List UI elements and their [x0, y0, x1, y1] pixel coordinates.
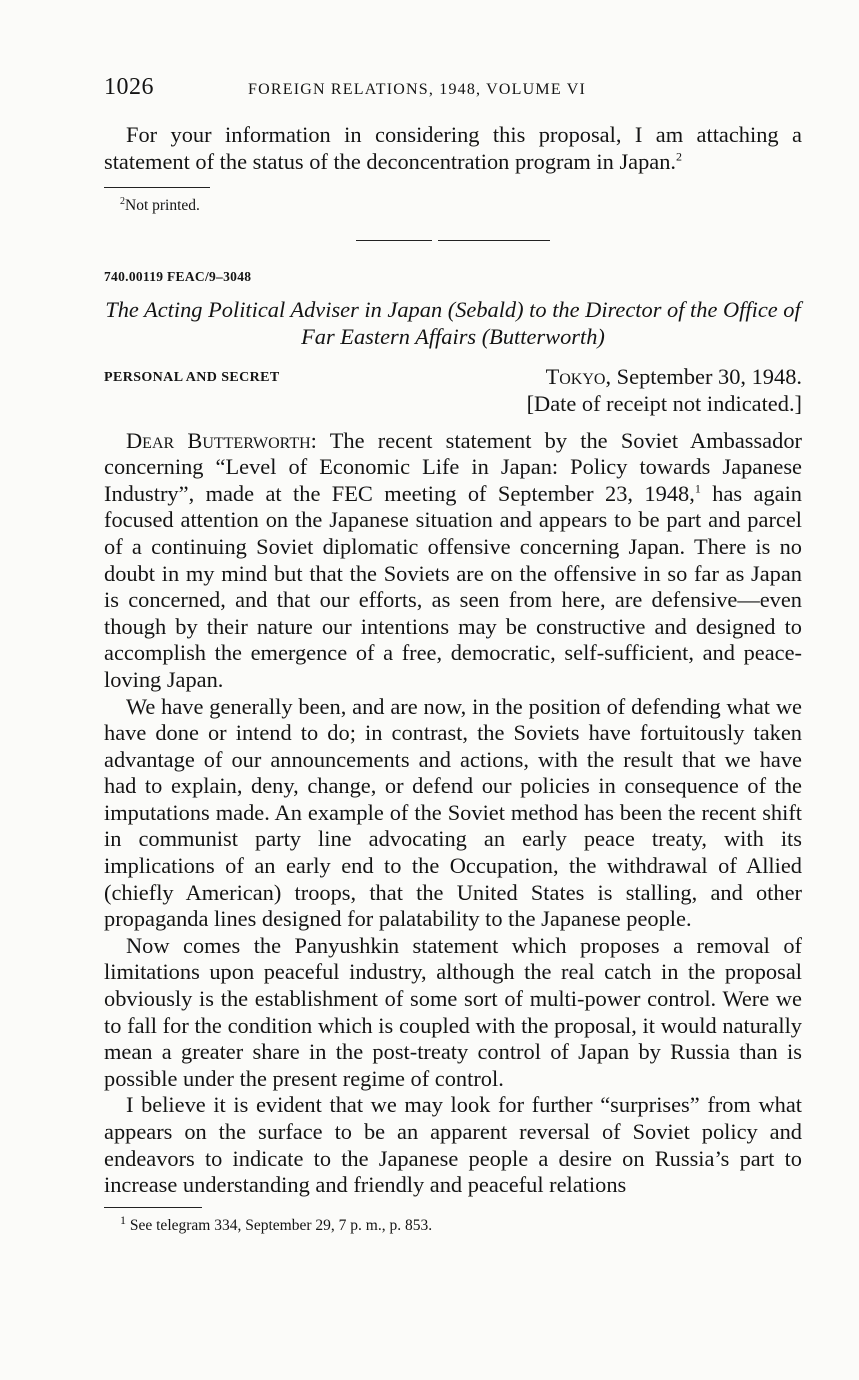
paragraph-3: Now comes the Panyushkin statement which proposes a removal of limitations upon peaceful industry, although the real catch in the proposal obviously is the establishment of some sort of multi-power control. Were we to fall for the condition which is coupled with the proposal, it would naturally mean a greater share in the post-treaty control of Japan by Russia than is possible under the present regime of control. — [104, 932, 802, 1091]
footnote-rule-bottom — [104, 1207, 202, 1208]
footnote-marker: 1 — [120, 1212, 126, 1227]
date: September 30, 1948. — [616, 364, 802, 390]
intro-text: For your information in considering this proposal, I am attaching a statement of the status of the deconcentration program in Japan. — [104, 122, 802, 174]
paragraph-2: We have generally been, and are now, in the position of defending what we have done or intend to do; in contrast, the Soviets have fortuitously taken advantage of our announcements and actions, with the result that we have had to explain, deny, change, or defend our policies in consequence of the imputations made. An example of the Soviet method has been the recent shift in communist party line advocating an early peace treaty, with its implications of an early end to the Occupation, the withdrawal of Allied (chiefly American) troops, that the United States is stalling, and other propaganda lines designed for palatability to the Japanese people. — [104, 693, 802, 932]
classification: PERSONAL AND SECRET — [104, 370, 280, 386]
footnote-marker: 2 — [120, 196, 125, 208]
document-title: The Acting Political Adviser in Japan (Sebald) to the Director of the Office of Far Eastern Affairs (Butterworth) — [105, 297, 801, 349]
salutation: Dear Butterworth: — [126, 427, 317, 453]
paragraph-1-part-b: has again focused attention on the Japanese situation and appears to be part and parcel of a continuing Soviet diplomatic offensive concerning Japan. There is no doubt in my mind but that the Soviets are on the offensive in so far as Japan is concerned, and that our efforts, as seen from here, are defensive—even though by their nature our intentions may be constructive and designed to accomplish the emergence of a free, democratic, self-sufficient, and peace-loving Japan. — [104, 480, 802, 692]
file-number: 740.00119 FEAC/9–3048 — [104, 269, 252, 285]
footnote-text: See telegram 334, September 29, 7 p. m., p. 853. — [129, 1216, 433, 1234]
footnote-rule — [104, 187, 210, 188]
letter-body — [104, 428, 802, 1199]
place: Tokyo, — [545, 364, 612, 390]
footnote-text: Not printed. — [125, 197, 200, 215]
receipt-note: [Date of receipt not indicated.] — [526, 390, 802, 416]
document-meta — [104, 364, 802, 417]
intro-paragraph — [104, 122, 802, 175]
paragraph-1 — [104, 428, 802, 694]
paragraph-1-part-a: The recent statement by the Soviet Ambassador concerning “Level of Economic Life in Japan: Policy towards Japanese Industry”, made at the FEC meeting of September 23, 1948, — [104, 427, 802, 506]
footnote-2 — [104, 196, 802, 216]
paragraph-4: I believe it is evident that we may look for further “surprises” from what appears on the surface to be an apparent reversal of Soviet policy and endeavors to indicate to the Japanese people a desire on Russia’s part to increase understanding and friendly and peaceful relations — [104, 1092, 802, 1198]
date-block — [527, 364, 802, 417]
footnote-ref-1: 1 — [694, 481, 701, 496]
footnote-1 — [104, 1212, 802, 1236]
footnote-ref-2: 2 — [676, 149, 683, 164]
page-number: 1026 — [104, 74, 154, 100]
running-head: FOREIGN RELATIONS, 1948, VOLUME VI — [248, 81, 586, 98]
dateline — [527, 364, 802, 391]
page-header — [104, 74, 802, 108]
section-separator — [104, 240, 802, 241]
document-page — [104, 74, 802, 1236]
